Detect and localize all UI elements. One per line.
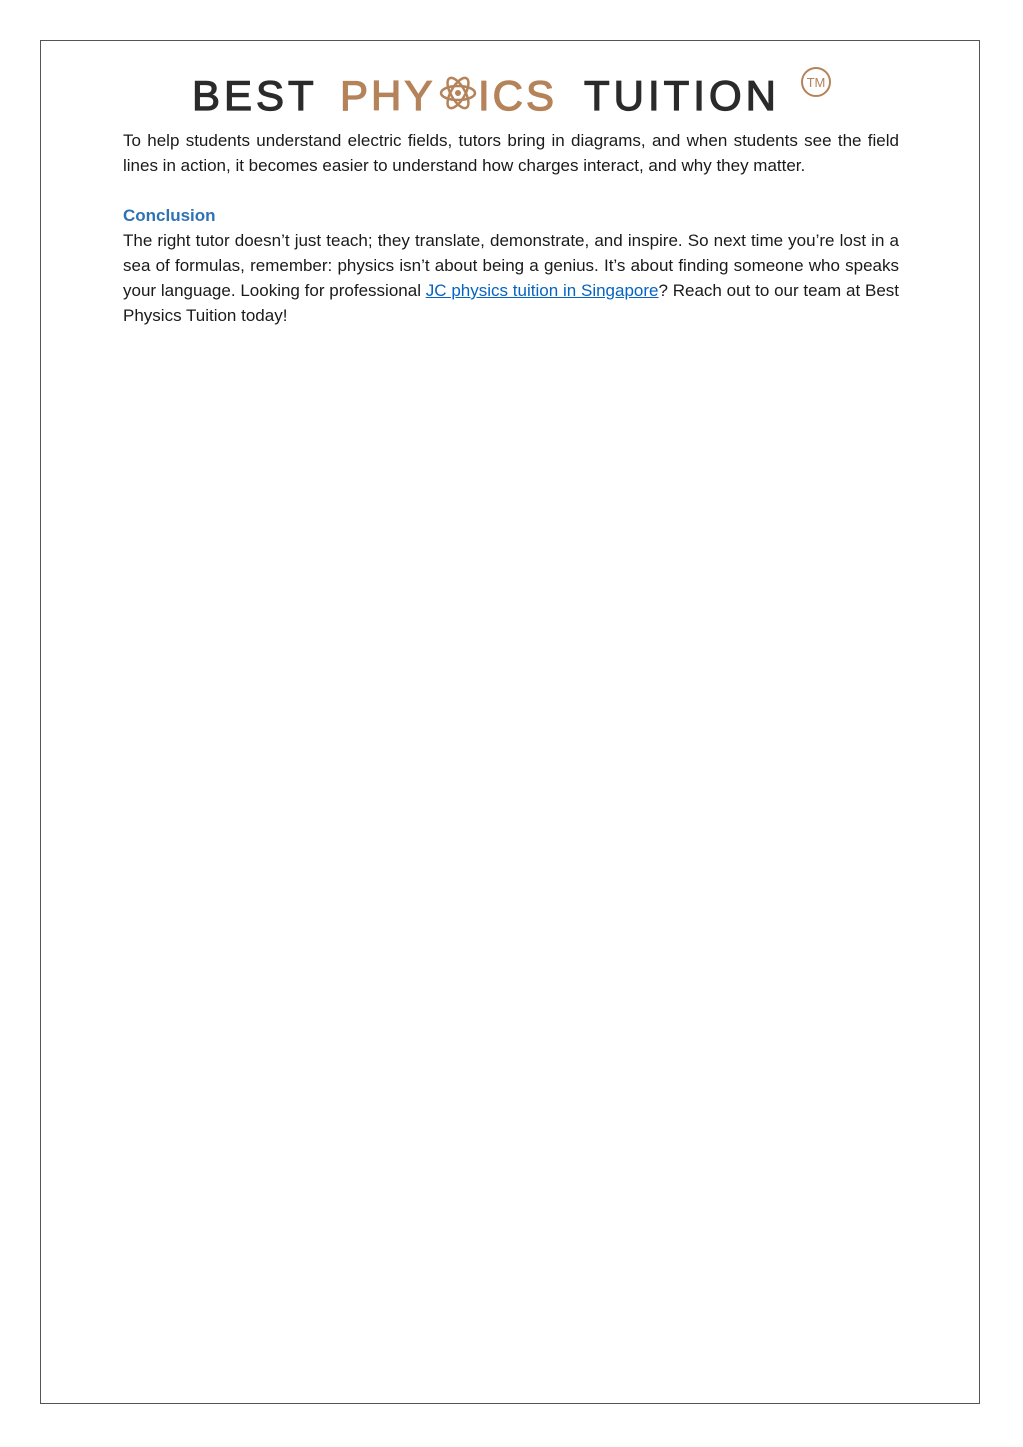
conclusion-heading: Conclusion xyxy=(123,206,216,225)
brand-logo xyxy=(192,66,832,118)
logo-word-phy: PHY xyxy=(340,72,436,118)
atom-icon xyxy=(441,75,475,111)
conclusion-paragraph xyxy=(123,228,899,328)
conclusion-text-end: ? Reach out to our team at Best Physics Tuition today! xyxy=(123,281,899,325)
trademark-icon xyxy=(802,68,830,96)
document-body xyxy=(123,128,899,328)
conclusion-text-start: The right tutor doesn’t just teach; they translate, demonstrate, and inspire. So next time you’re lost in a sea of formulas, remember: physics isn’t about being a genius. It’s about finding someone who speaks your language. Looking for professional xyxy=(123,231,899,300)
logo-word-tuition: TUITION xyxy=(584,72,780,118)
intro-paragraph: To help students understand electric fields, tutors bring in diagrams, and when students see the field lines in action, it becomes easier to understand how charges interact, and why they matter. xyxy=(123,131,899,175)
trademark-label: TM xyxy=(806,75,826,90)
logo-word-best: BEST xyxy=(192,72,318,118)
logo-word-ics: ICS xyxy=(478,72,558,118)
jc-physics-tuition-link[interactable]: JC physics tuition in Singapore xyxy=(425,281,659,300)
